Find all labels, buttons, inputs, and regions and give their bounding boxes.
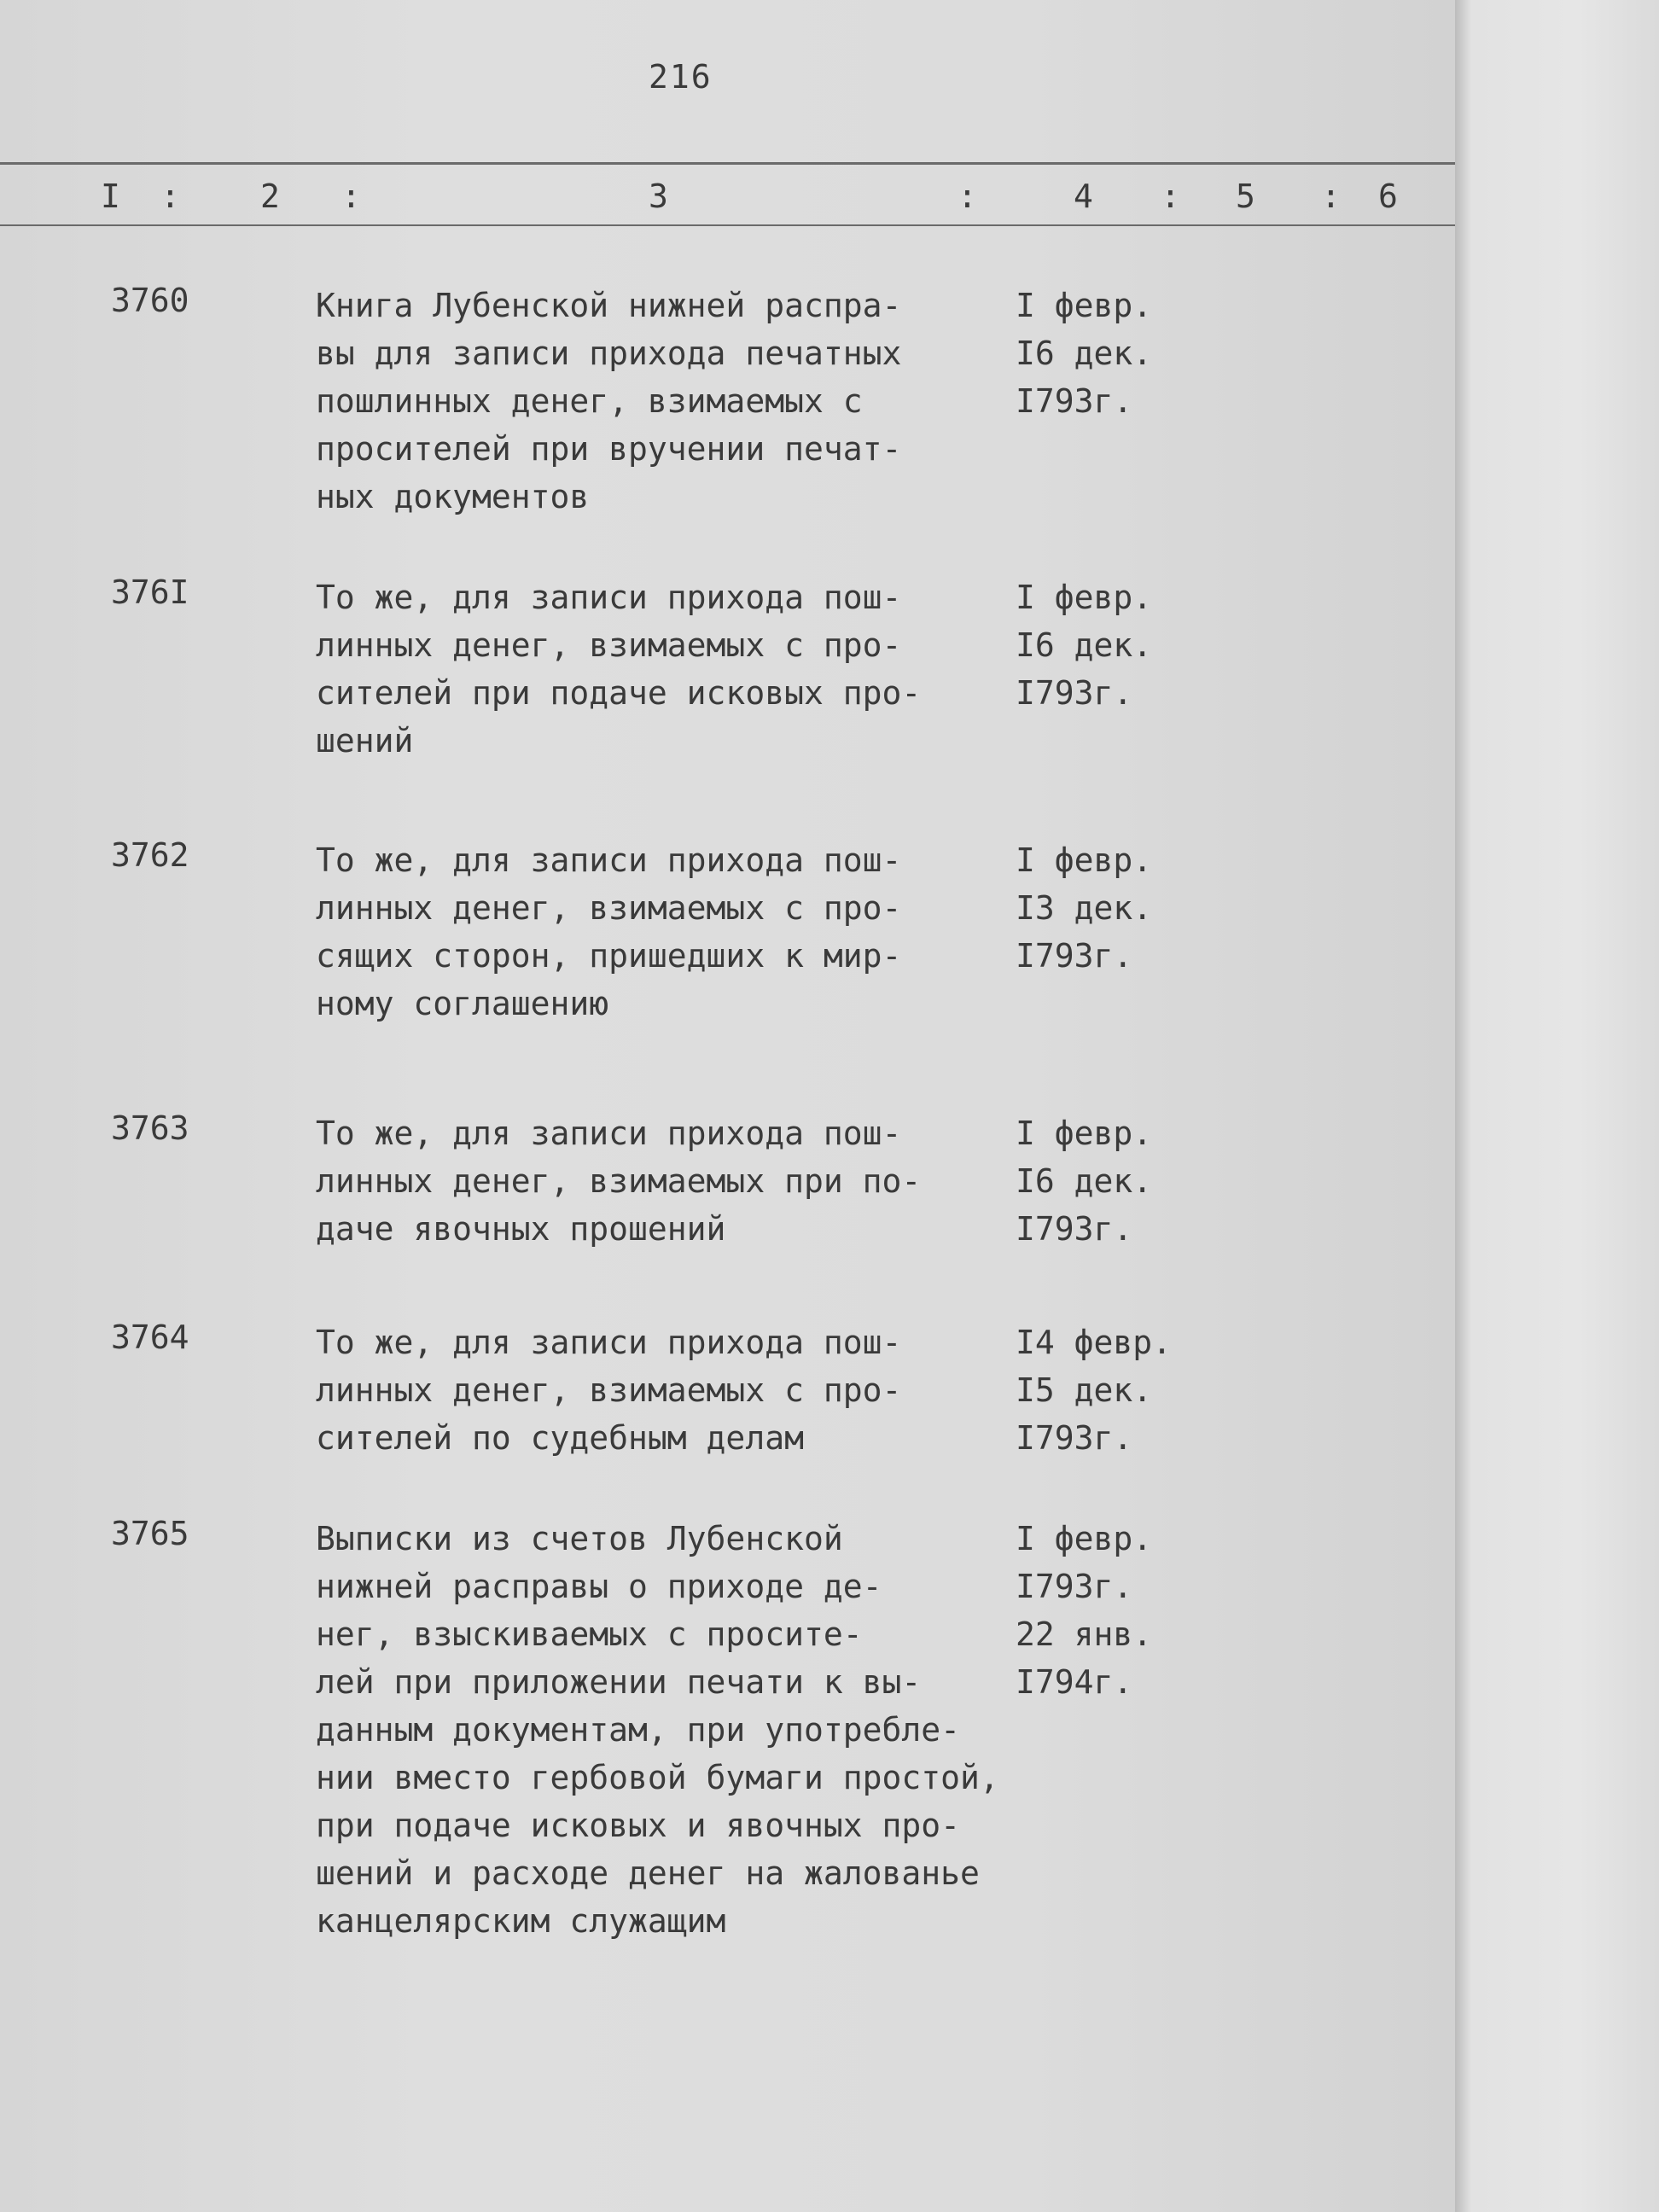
entry-number: 3762 xyxy=(111,836,189,874)
entry-number: 3764 xyxy=(111,1318,189,1356)
entry-dates: I февр. I6 дек. I793г. xyxy=(1016,579,1153,712)
entry-description: То же, для записи прихода пош- линных денег, взимаемых с про- сящих сторон, пришедших к мир- ному соглашению xyxy=(316,841,902,1022)
entry-number: 3760 xyxy=(111,282,189,319)
entry-dates: I февр. I6 дек. I793г. xyxy=(1016,1115,1153,1248)
entry-description: Книга Лубенской нижней распра- вы для записи прихода печатных пошлинных денег, взимаемых с просителей при вручении печат- ных документов xyxy=(316,287,902,515)
column-header-3: 3 xyxy=(649,178,668,215)
entry-dates: I февр. I3 дек. I793г. xyxy=(1016,841,1153,975)
entry-dates: I февр. I793г. 22 янв. I794г. xyxy=(1016,1520,1153,1701)
header-rule-top xyxy=(0,162,1455,165)
entry-description: То же, для записи прихода пош- линных денег, взимаемых при по- даче явочных прошений xyxy=(316,1115,922,1248)
entry-dates: I февр. I6 дек. I793г. xyxy=(1016,287,1153,420)
entry-description: То же, для записи прихода пош- линных денег, взимаемых с про- сителей по судебным делам xyxy=(316,1324,902,1457)
page-edge xyxy=(1455,0,1659,2212)
column-separator: : xyxy=(1161,178,1180,215)
column-separator: : xyxy=(160,178,180,215)
header-rule-bottom xyxy=(0,224,1455,226)
column-separator: : xyxy=(958,178,977,215)
entry-dates: I4 февр. I5 дек. I793г. xyxy=(1016,1324,1173,1457)
column-separator: : xyxy=(341,178,361,215)
entry-number: 3765 xyxy=(111,1515,189,1552)
column-header-6: 6 xyxy=(1378,178,1398,215)
entry-number: 376I xyxy=(111,573,189,611)
column-header-2: 2 xyxy=(260,178,280,215)
column-header-1: I xyxy=(101,178,120,215)
column-header-4: 4 xyxy=(1074,178,1093,215)
entry-number: 3763 xyxy=(111,1109,189,1147)
entry-description: Выписки из счетов Лубенской нижней расправы о приходе де- нег, взыскиваемых с просите- лей при приложении печати к вы- данным документам, при употребле- нии вместо гербовой бумаги простой, при подаче исковых и явочных про- шений и расходе денег на жалованье канцелярским служащим xyxy=(316,1520,999,1940)
entry-description: То же, для записи прихода пош- линных денег, взимаемых с про- сителей при подаче исковых про- шений xyxy=(316,579,922,760)
column-separator: : xyxy=(1321,178,1341,215)
page-number: 216 xyxy=(649,58,713,96)
column-header-5: 5 xyxy=(1236,178,1255,215)
